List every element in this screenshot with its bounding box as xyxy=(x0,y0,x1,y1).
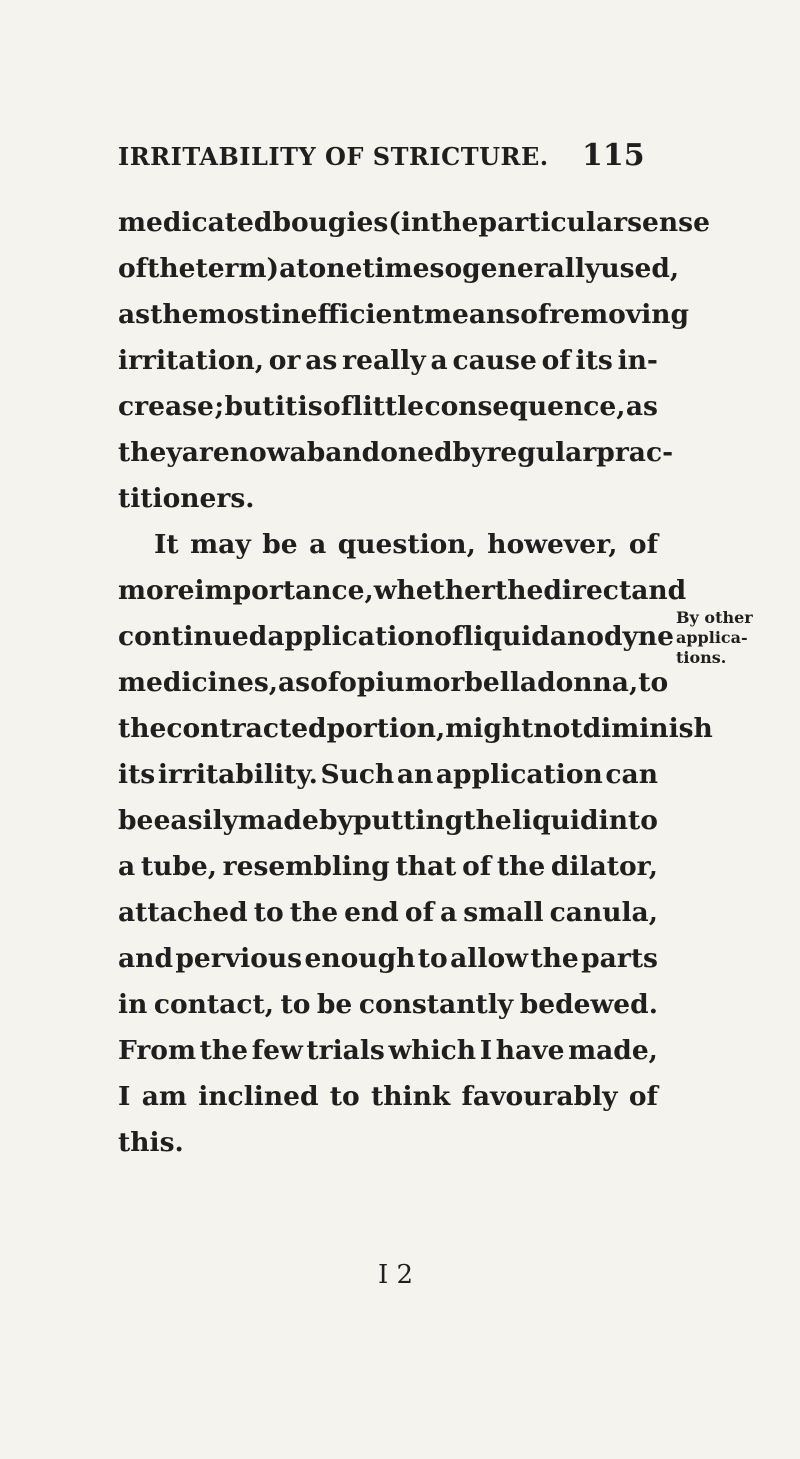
text-line: medicines, as of opium or belladonna, to xyxy=(118,667,669,698)
text-line: and pervious enough to allow the parts xyxy=(118,943,658,974)
text-line: its irritability. Such an application can xyxy=(118,759,658,790)
marginal-note-line: applica- xyxy=(676,628,748,647)
text-line: as the most inefficient means of removing xyxy=(118,299,690,330)
text-line: medicated bougies (in the particular sense xyxy=(118,207,710,238)
marginal-note-line: By other xyxy=(676,608,753,627)
text-line: irritation, or as really a cause of its in- xyxy=(118,345,658,376)
marginal-note-line: tions. xyxy=(676,648,727,667)
text-line: I am inclined to think favourably of xyxy=(118,1081,658,1112)
text-line: be easily made by putting the liquid into xyxy=(118,805,658,836)
text-line: they are now abandoned by regular prac- xyxy=(118,437,674,468)
text-line: of the term) at one time so generally used, xyxy=(118,253,680,284)
text-line: titioners. xyxy=(118,483,255,514)
text-line: crease ; but it is of little consequence, as xyxy=(118,391,658,422)
signature-mark: I 2 xyxy=(378,1260,414,1290)
text-line: It may be a question, however, of xyxy=(154,529,658,560)
text-line: this. xyxy=(118,1127,184,1158)
page-number: 115 xyxy=(582,138,645,173)
text-line: a tube, resembling that of the dilator, xyxy=(118,851,658,882)
text-line: the contracted portion, might not diminish xyxy=(118,713,713,744)
text-line: in contact, to be constantly bedewed. xyxy=(118,989,658,1020)
text-line: more importance, whether the direct and xyxy=(118,575,687,606)
text-line: attached to the end of a small canula, xyxy=(118,897,658,928)
running-head-title: IRRITABILITY OF STRICTURE. xyxy=(118,142,549,171)
marginal-note xyxy=(676,608,791,668)
running-head xyxy=(118,138,658,178)
text-line: From the few trials which I have made, xyxy=(118,1035,658,1066)
text-line: continued application of liquid anodyne xyxy=(118,621,675,652)
